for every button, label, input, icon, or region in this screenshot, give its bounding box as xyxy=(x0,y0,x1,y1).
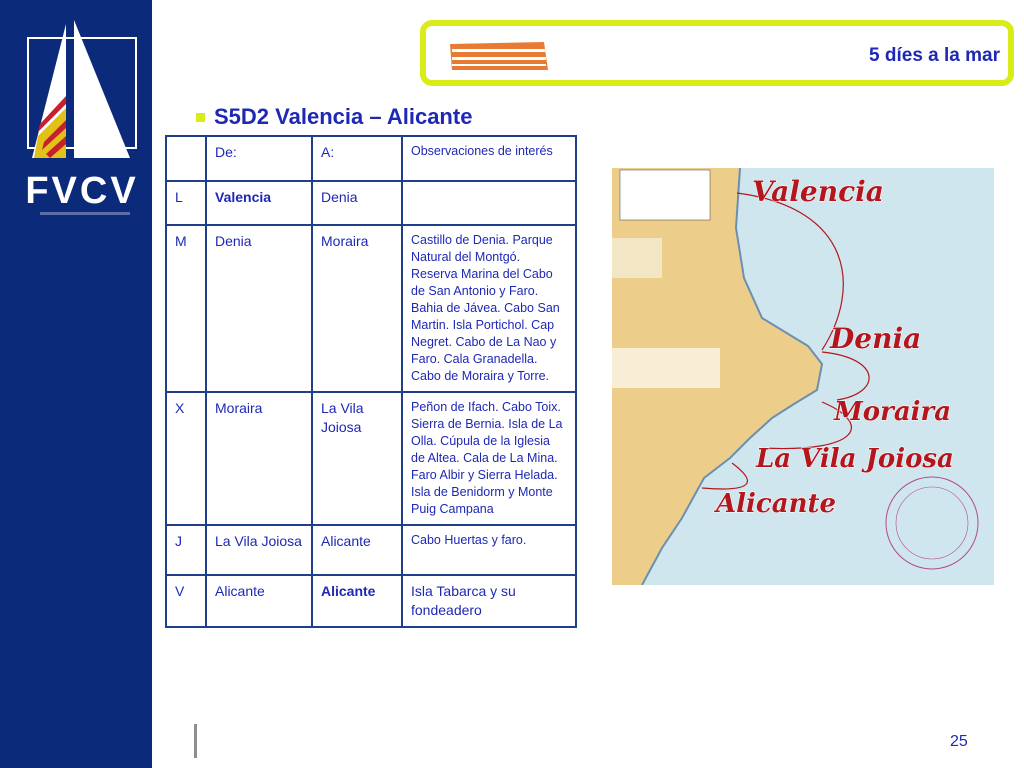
footer-divider xyxy=(194,724,197,758)
table-header-from: De: xyxy=(206,136,312,181)
to-cell: Alicante xyxy=(312,525,402,575)
chart-inset xyxy=(612,238,662,278)
map-label-moraira: Moraira xyxy=(834,397,952,427)
from-cell: Valencia xyxy=(206,181,312,225)
page-number: 25 xyxy=(950,733,968,750)
table-row xyxy=(166,575,576,627)
nautical-chart-map xyxy=(612,168,994,585)
to-cell: La Vila Joiosa xyxy=(312,392,402,525)
table-row xyxy=(166,225,576,392)
notes-cell xyxy=(402,181,576,225)
table-header-notes: Observaciones de interés xyxy=(402,136,576,181)
day-cell: V xyxy=(166,575,206,627)
notes-cell: Peñon de Ifach. Cabo Toix. Sierra de Bernia. Isla de La Olla. Cúpula de la Iglesia de Altea. Cala de La Mina. Faro Albir y Sierra Helada. Isla de Benidorm y Monte Puig Campana xyxy=(402,392,576,525)
table-header-to: A: xyxy=(312,136,402,181)
from-cell: Alicante xyxy=(206,575,312,627)
map-label-valencia: Valencia xyxy=(752,175,884,208)
map-label-la-vila-joiosa: La Vila Joiosa xyxy=(756,444,954,474)
map-label-denia: Denia xyxy=(830,322,922,355)
table-header-day xyxy=(166,136,206,181)
to-cell: Moraira xyxy=(312,225,402,392)
notes-cell: Cabo Huertas y faro. xyxy=(402,525,576,575)
day-cell: L xyxy=(166,181,206,225)
notes-cell: Castillo de Denia. Parque Natural del Montgó. Reserva Marina del Cabo de San Antonio y Faro. Bahia de Jávea. Cabo San Martin. Isla Portichol. Cap Negret. Cabo de La Nao y Faro. Cala Granadella. Cabo de Moraira y Torre. xyxy=(402,225,576,392)
day-cell: J xyxy=(166,525,206,575)
logo-text: FVCV xyxy=(25,170,139,212)
flag-icon xyxy=(448,40,550,72)
sidebar xyxy=(0,0,152,768)
route-table xyxy=(165,135,577,628)
section-title-text: S5D2 Valencia – Alicante xyxy=(214,104,473,129)
table-row xyxy=(166,392,576,525)
day-cell: X xyxy=(166,392,206,525)
header-title: 5 díes a la mar xyxy=(869,45,1000,66)
from-cell: Denia xyxy=(206,225,312,392)
to-cell: Alicante xyxy=(312,575,402,627)
table-row xyxy=(166,525,576,575)
logo-underline xyxy=(40,212,130,215)
map-label-alicante: Alicante xyxy=(716,489,837,519)
bullet-icon xyxy=(196,113,205,122)
from-cell: La Vila Joiosa xyxy=(206,525,312,575)
table-row xyxy=(166,181,576,225)
chart-notes xyxy=(612,348,720,388)
table-header-row xyxy=(166,136,576,181)
notes-cell: Isla Tabarca y su fondeadero xyxy=(402,575,576,627)
from-cell: Moraira xyxy=(206,392,312,525)
section-title xyxy=(196,104,472,130)
chart-title-box xyxy=(620,170,710,220)
day-cell: M xyxy=(166,225,206,392)
to-cell: Denia xyxy=(312,181,402,225)
